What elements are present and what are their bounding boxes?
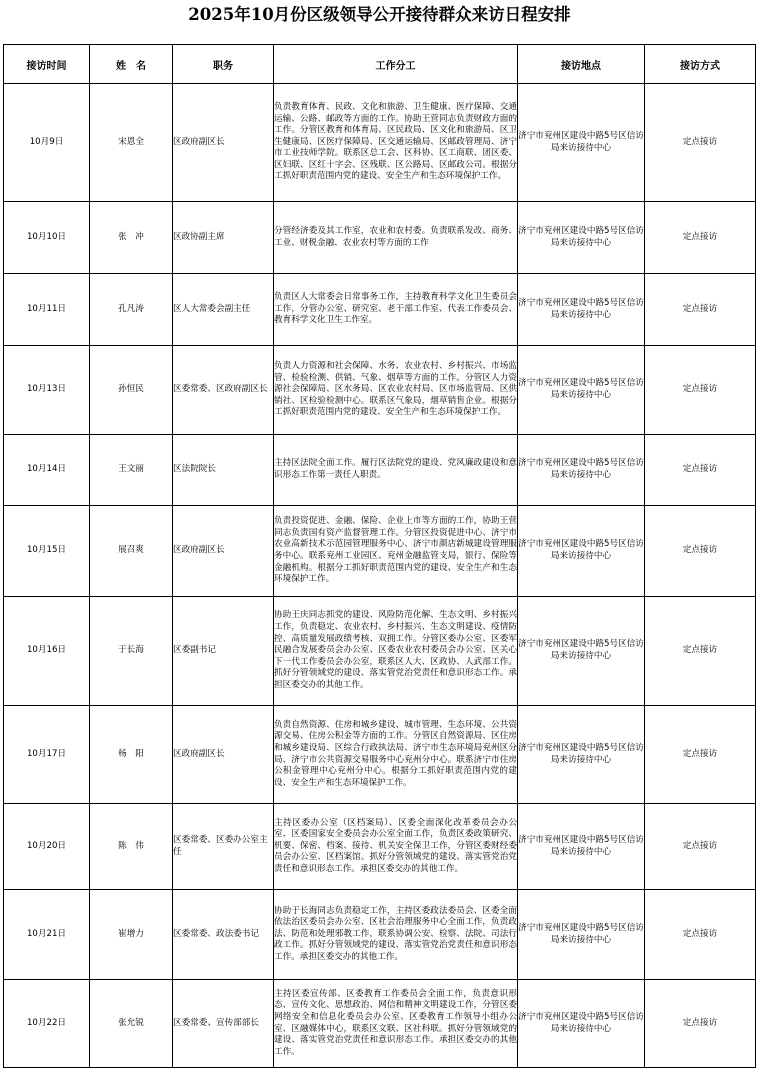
header-time: 接访时间 xyxy=(4,45,90,84)
cell-date: 10月16日 xyxy=(4,597,90,706)
cell-method: 定点接访 xyxy=(645,597,756,706)
cell-name: 陈 伟 xyxy=(90,804,173,890)
cell-name: 王文丽 xyxy=(90,435,173,506)
cell-date: 10月21日 xyxy=(4,890,90,980)
cell-place: 济宁市兖州区建设中路5号区信访局来访接待中心 xyxy=(518,84,645,202)
cell-duty: 分管经济委及其工作室，农业和农村委。负责联系发改、商务、工业、财税金融、农业农村等方面的工作 xyxy=(274,202,518,274)
document-title: 2025年10月份区级领导公开接待群众来访日程安排 xyxy=(188,5,571,24)
cell-name: 孙恒民 xyxy=(90,346,173,435)
cell-method: 定点接访 xyxy=(645,435,756,506)
cell-date: 10月14日 xyxy=(4,435,90,506)
cell-duty: 主持区委宣传部、区委教育工作委员会全面工作，负责意识形态、宣传文化、思想政治、网信和精神文明建设工作，分管区委网络安全和信息化委员会办公室、区委教育工作领导小组办公室、区融媒体中心，联系区文联、区社科联。抓好分管领域党的建设、落实管党治党责任和意识形态工作。承担区委交办的其他工作。 xyxy=(274,980,518,1068)
cell-name: 孔凡涛 xyxy=(90,274,173,346)
table-row xyxy=(4,202,756,274)
table-row xyxy=(4,346,756,435)
cell-place: 济宁市兖州区建设中路5号区信访局来访接待中心 xyxy=(518,890,645,980)
cell-method: 定点接访 xyxy=(645,980,756,1068)
table-row xyxy=(4,506,756,597)
cell-method: 定点接访 xyxy=(645,890,756,980)
cell-place: 济宁市兖州区建设中路5号区信访局来访接待中心 xyxy=(518,202,645,274)
cell-date: 10月15日 xyxy=(4,506,90,597)
header-title: 职务 xyxy=(173,45,274,84)
cell-name: 宋恩全 xyxy=(90,84,173,202)
cell-place: 济宁市兖州区建设中路5号区信访局来访接待中心 xyxy=(518,804,645,890)
cell-method: 定点接访 xyxy=(645,202,756,274)
cell-method: 定点接访 xyxy=(645,706,756,804)
cell-date: 10月10日 xyxy=(4,202,90,274)
table-row xyxy=(4,804,756,890)
cell-title: 区委常委、政法委书记 xyxy=(173,890,274,980)
cell-date: 10月13日 xyxy=(4,346,90,435)
cell-method: 定点接访 xyxy=(645,804,756,890)
cell-title: 区政协副主席 xyxy=(173,202,274,274)
header-place: 接访地点 xyxy=(518,45,645,84)
cell-place: 济宁市兖州区建设中路5号区信访局来访接待中心 xyxy=(518,597,645,706)
schedule-table xyxy=(3,44,756,1068)
cell-duty: 负责自然资源、住房和城乡建设、城市管理、生态环境、公共资源交易、住房公积金等方面的工作。分管区自然资源局、区住房和城乡建设局、区综合行政执法局、济宁市生态环境局兖州区分局、济宁市公共资源交易服务中心兖州分中心。联系济宁市住房公积金管理中心兖州分中心。根据分工抓好职责范围内党的建设、安全生产和生态环境保护工作。 xyxy=(274,706,518,804)
cell-place: 济宁市兖州区建设中路5号区信访局来访接待中心 xyxy=(518,274,645,346)
cell-name: 展召爽 xyxy=(90,506,173,597)
table-row xyxy=(4,706,756,804)
header-duty: 工作分工 xyxy=(274,45,518,84)
cell-name: 杨 阳 xyxy=(90,706,173,804)
cell-duty: 负责教育体育、民政、文化和旅游、卫生健康、医疗保障、交通运输、公路、邮政等方面的工作。协助王营同志负责财政方面的工作。分管区教育和体育局、区民政局、区文化和旅游局、区卫生健康局、区医疗保障局、区交通运输局、区邮政管理局、济宁市工业技师学院。联系区总工会、区科协、区工商联、团区委、区妇联、区红十字会、区残联、区公路局、区邮政公司。根据分工抓好职责范围内党的建设、安全生产和生态环境保护工作。 xyxy=(274,84,518,202)
table-row xyxy=(4,597,756,706)
table-row xyxy=(4,435,756,506)
cell-duty: 负责投资促进、金融、保险、企业上市等方面的工作，协助王营同志负责国有资产监督管理工作。分管区投资促进中心、济宁市农业高新技术示范园管理服务中心、济宁市颜店新城建设管理服务中心。联系兖州工业园区、兖州金融监管支局，银行、保险等金融机构。根据分工抓好职责范围内党的建设、安全生产和生态环境保护工作。 xyxy=(274,506,518,597)
cell-title: 区政府副区长 xyxy=(173,84,274,202)
header-method: 接访方式 xyxy=(645,45,756,84)
cell-place: 济宁市兖州区建设中路5号区信访局来访接待中心 xyxy=(518,435,645,506)
header-name: 姓 名 xyxy=(90,45,173,84)
cell-method: 定点接访 xyxy=(645,84,756,202)
cell-date: 10月11日 xyxy=(4,274,90,346)
cell-name: 于长海 xyxy=(90,597,173,706)
cell-method: 定点接访 xyxy=(645,346,756,435)
cell-duty: 主持区委办公室（区档案局）、区委全面深化改革委员会办公室、区委国家安全委员会办公室全面工作，负责区委政策研究、机要、保密、档案、接待、机关安全保卫工作，分管区委财经委员会办公室、区档案馆。抓好分管领域党的建设、落实管党治党责任和意识形态工作。承担区委交办的其他工作。 xyxy=(274,804,518,890)
cell-place: 济宁市兖州区建设中路5号区信访局来访接待中心 xyxy=(518,346,645,435)
cell-title: 区法院院长 xyxy=(173,435,274,506)
cell-date: 10月22日 xyxy=(4,980,90,1068)
table-row xyxy=(4,274,756,346)
cell-place: 济宁市兖州区建设中路5号区信访局来访接待中心 xyxy=(518,980,645,1068)
cell-title: 区委常委、区政府副区长 xyxy=(173,346,274,435)
table-row xyxy=(4,890,756,980)
table-row xyxy=(4,84,756,202)
table-row xyxy=(4,980,756,1068)
cell-title: 区政府副区长 xyxy=(173,506,274,597)
cell-title: 区委常委、区委办公室主任 xyxy=(173,804,274,890)
cell-title: 区委常委、宣传部部长 xyxy=(173,980,274,1068)
cell-place: 济宁市兖州区建设中路5号区信访局来访接待中心 xyxy=(518,506,645,597)
cell-date: 10月17日 xyxy=(4,706,90,804)
cell-name: 崔增力 xyxy=(90,890,173,980)
cell-name: 张 冲 xyxy=(90,202,173,274)
cell-title: 区人大常委会副主任 xyxy=(173,274,274,346)
cell-name: 张允锐 xyxy=(90,980,173,1068)
cell-date: 10月20日 xyxy=(4,804,90,890)
cell-method: 定点接访 xyxy=(645,506,756,597)
cell-duty: 协助于长海同志负责稳定工作，主持区委政法委员会、区委全面依法治区委员会办公室、区社会治理服务中心全面工作，负责政法、防范和处理邪教工作，联系协调公安、检察、法院、司法行政工作。抓好分管领域党的建设、落实管党治党责任和意识形态工作。承担区委交办的其他工作。 xyxy=(274,890,518,980)
cell-title: 区政府副区长 xyxy=(173,706,274,804)
cell-method: 定点接访 xyxy=(645,274,756,346)
table-header-row xyxy=(4,45,756,84)
cell-title: 区委副书记 xyxy=(173,597,274,706)
cell-place: 济宁市兖州区建设中路5号区信访局来访接待中心 xyxy=(518,706,645,804)
cell-date: 10月9日 xyxy=(4,84,90,202)
cell-duty: 协助王庆同志抓党的建设、风险防范化解、生态文明、乡村振兴工作，负责稳定、农业农村、乡村振兴、生态文明建设、疫情防控、高质量发展政绩考核、双拥工作。分管区委办公室、区委军民融合发展委员会办公室、区委农业农村委员会办公室、区关心下一代工作委员会办公室，联系区人大、区政协、人武部工作。抓好分管领域党的建设、落实管党治党责任和意识形态工作。承担区委交办的其他工作。 xyxy=(274,597,518,706)
cell-duty: 负责区人大常委会日常事务工作，主持教育科学文化卫生委员会工作，分管办公室、研究室、老干部工作室、代表工作委员会、教育科学文化卫生工作室。 xyxy=(274,274,518,346)
cell-duty: 主持区法院全面工作。履行区法院党的建设、党风廉政建设和意识形态工作第一责任人职责。 xyxy=(274,435,518,506)
cell-duty: 负责人力资源和社会保障、水务、农业农村、乡村振兴、市场监管、检验检测、供销、气象、烟草等方面的工作。分管区人力资源社会保障局、区水务局、区农业农村局、区市场监管局、区供销社、区检验检测中心。联系区气象局，烟草销售企业。根据分工抓好职责范围内党的建设、安全生产和生态环境保护工作。 xyxy=(274,346,518,435)
